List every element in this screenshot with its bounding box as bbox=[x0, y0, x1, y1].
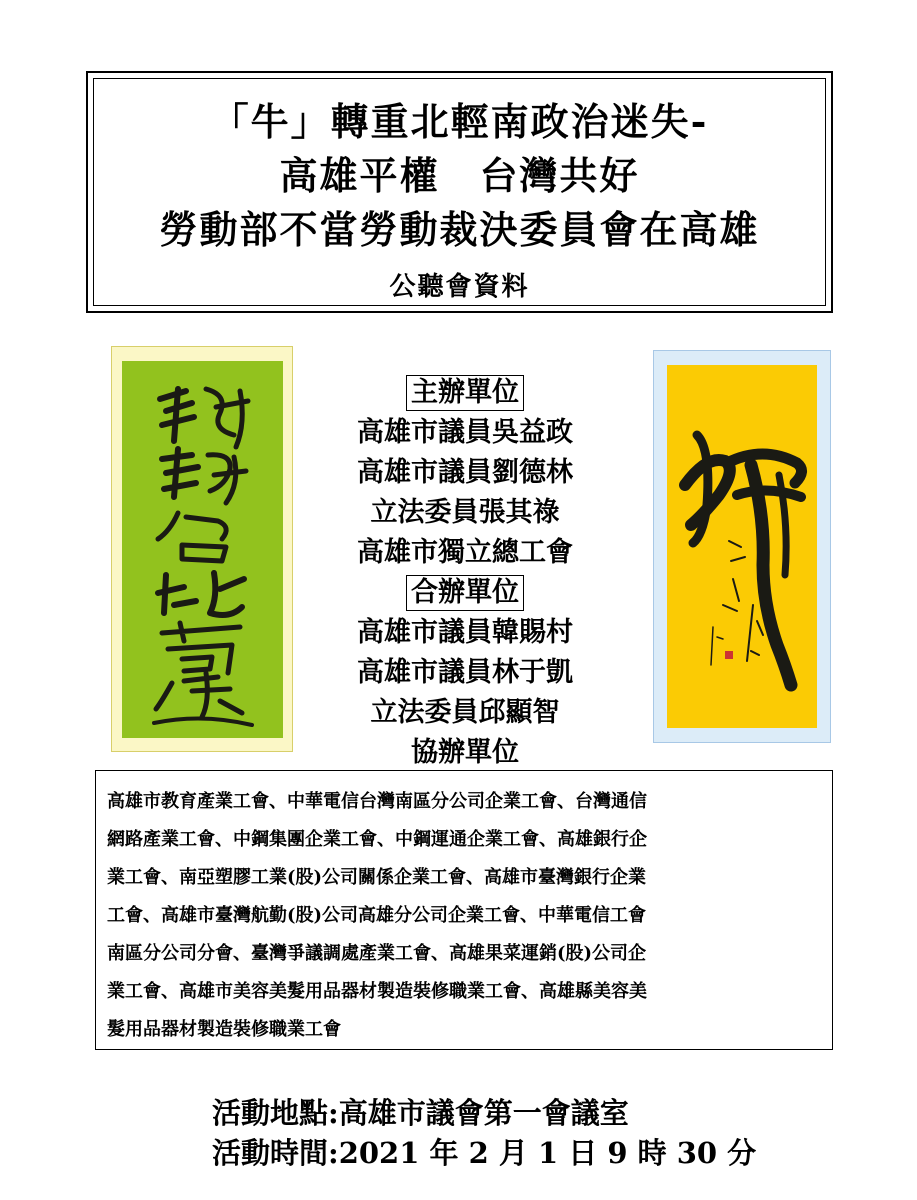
title-line-3: 勞動部不當勞動裁決委員會在高雄 bbox=[159, 207, 760, 252]
co-organizer-line: 高雄市教育產業工會、中華電信台灣南區分公司企業工會、台灣通信 bbox=[107, 791, 647, 812]
title-line-2: 高雄平權 台灣共好 bbox=[279, 153, 640, 198]
cohost-item: 高雄市議員韓賜村 bbox=[357, 617, 573, 648]
co-organizer-line: 髮用品器材製造裝修職業工會 bbox=[107, 1019, 341, 1040]
co-organizer-box bbox=[95, 770, 833, 1050]
co-organizer-line: 業工會、南亞塑膠工業(股)公司關係企業工會、高雄市臺灣銀行企業 bbox=[107, 867, 647, 888]
host-label: 主辦單位 bbox=[406, 375, 524, 411]
host-item: 高雄市議員劉德林 bbox=[357, 457, 573, 488]
cohost-item: 高雄市議員林于凱 bbox=[357, 657, 573, 688]
calligraphy-panel-right bbox=[667, 365, 817, 728]
calligraphy-panel-left bbox=[122, 361, 283, 738]
seal-stamp-icon bbox=[725, 651, 733, 659]
calligraphy-scroll-left bbox=[111, 346, 293, 752]
title-line-4: 公聽會資料 bbox=[389, 272, 530, 302]
co-organizer-line: 業工會、高雄市美容美髮用品器材製造裝修職業工會、高雄縣美容美 bbox=[107, 981, 647, 1002]
cohost-label: 合辦單位 bbox=[406, 575, 524, 611]
event-time: 活動時間:2021 年 2 月 1 日 9 時 30 分 bbox=[212, 1136, 757, 1170]
organizer-list bbox=[300, 373, 630, 773]
co-organizer-line: 南區分公司分會、臺灣爭議調處產業工會、高雄果菜運銷(股)公司企 bbox=[107, 943, 647, 964]
assist-label: 協辦單位 bbox=[411, 737, 519, 768]
title-box bbox=[86, 71, 833, 313]
co-organizer-line: 工會、高雄市臺灣航勤(股)公司高雄分公司企業工會、中華電信工會 bbox=[107, 905, 647, 926]
host-item: 立法委員張其祿 bbox=[370, 497, 560, 528]
title-inner-frame bbox=[93, 78, 826, 306]
co-organizer-line: 網路產業工會、中鋼集團企業工會、中鋼運通企業工會、高雄銀行企 bbox=[107, 829, 647, 850]
event-info bbox=[212, 1093, 852, 1173]
host-item: 高雄市議員吳益政 bbox=[357, 417, 573, 448]
host-item: 高雄市獨立總工會 bbox=[357, 537, 573, 568]
calligraphy-brushwork-left-icon bbox=[122, 361, 283, 738]
calligraphy-brushwork-right-icon bbox=[667, 365, 817, 728]
cohost-item: 立法委員邱顯智 bbox=[370, 697, 560, 728]
title-line-1: 「牛」轉重北輕南政治迷失- bbox=[210, 99, 709, 144]
calligraphy-scroll-right bbox=[653, 350, 831, 743]
event-venue: 活動地點:高雄市議會第一會議室 bbox=[212, 1096, 629, 1130]
